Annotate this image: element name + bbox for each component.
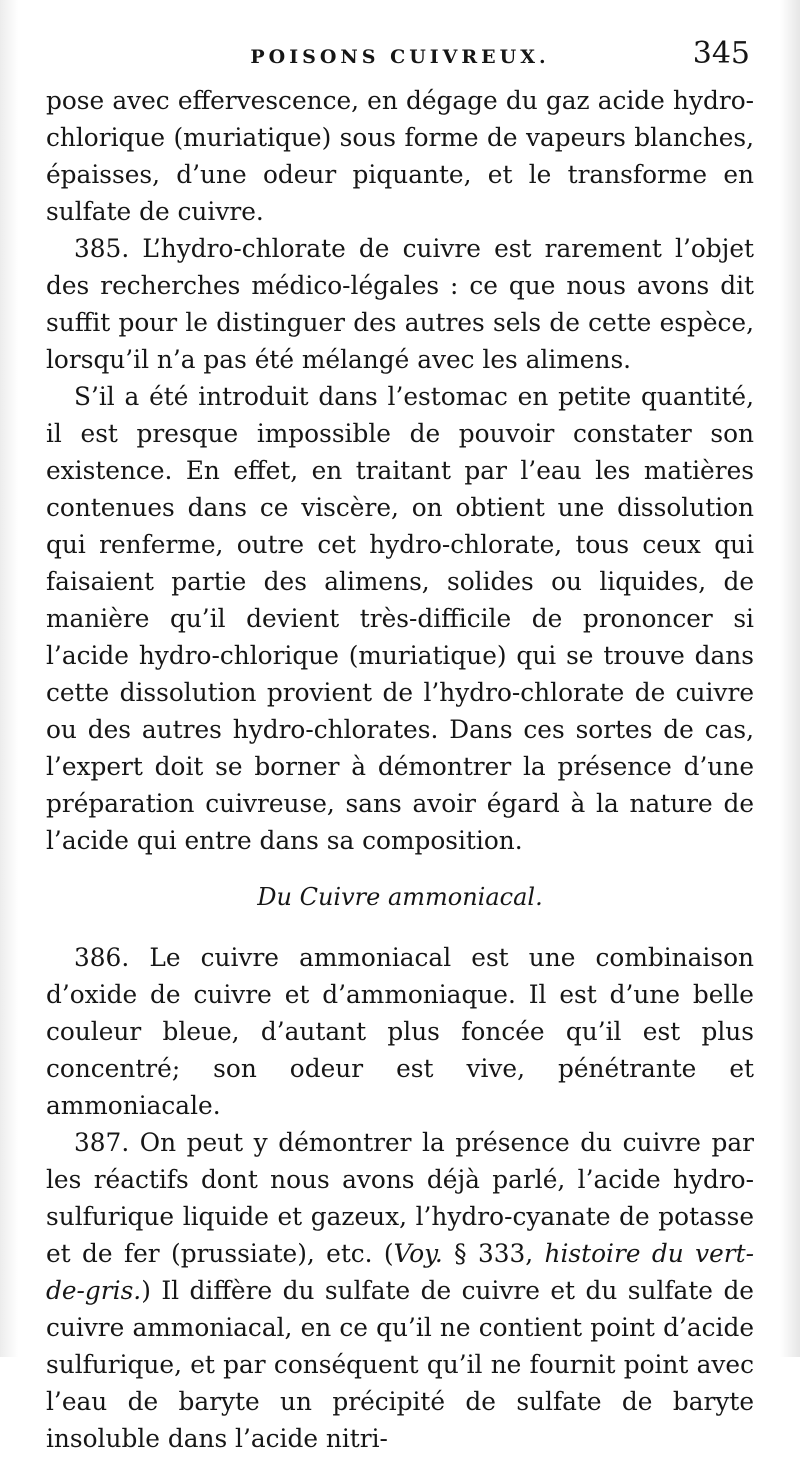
- paragraph-text-continued: ) Il diffère du sulfate de cuivre et du sulfate de cuivre ammoniacal, en ce qu’il ne contient point d’acide sulfurique, et par conséquent qu’il ne fournit point avec l’eau de baryte un précipité de sulfate de baryte insoluble dans l’acide nitri-: [46, 1276, 754, 1453]
- paragraph-text: pose avec effervescence, en dégage du gaz acide hydro-chlorique (muriatique) sous forme de vapeurs blanches, épaisses, d’une odeur piquante, et le transforme en sulfate de cuivre.: [46, 86, 754, 226]
- running-title: POISONS CUIVREUX.: [250, 46, 550, 68]
- paragraph-text: Le cuivre ammoniacal est une combinaison d’oxide de cuivre et d’ammoniaque. Il est d’une belle couleur bleue, d’autant plus foncée qu’il est plus concentré; son odeur est vive, pénétrante et ammoniacale.: [46, 943, 754, 1120]
- reference-abbreviation: Voy.: [393, 1239, 443, 1268]
- running-head: [46, 34, 754, 82]
- paragraph-text: S’il a été introduit dans l’estomac en petite quantité, il est presque impossible de pouvoir constater son existence. En effet, en traitant par l’eau les matières contenues dans ce viscère, on obtient une dissolution qui renferme, outre cet hydro-chlorate, tous ceux qui faisaient partie des alimens, solides ou liquides, de manière qu’il devient très-difficile de prononcer si l’acide hydro-chlorique (muriatique) qui se trouve dans cette dissolution provient de l’hydro-chlorate de cuivre ou des autres hydro-chlorates. Dans ces sortes de cas, l’expert doit se borner à démontrer la présence d’une préparation cuivreuse, sans avoir égard à la nature de l’acide qui entre dans sa composition.: [46, 382, 754, 855]
- paragraph-text: L’hydro-chlorate de cuivre est rarement l’objet des recherches médico-légales : ce que nous avons dit suffit pour le distinguer des autres sels de cette espèce, lorsqu’il n’a pas été mélangé avec les alimens.: [46, 234, 754, 374]
- section-heading: Du Cuivre ammoniacal.: [257, 883, 543, 911]
- reference-section: § 333,: [442, 1239, 545, 1268]
- page-number: 345: [692, 36, 750, 71]
- paragraph-number: 385.: [74, 234, 130, 263]
- paragraph-number: 387.: [74, 1128, 130, 1157]
- paragraph-number: 386.: [74, 943, 130, 972]
- paragraph-387: [46, 1124, 754, 1457]
- paragraph-text: On peut y démontrer la présence du cuivre par les réactifs dont nous avons déjà parlé, l’acide hydro-sulfurique liquide et gazeux, l’hydro-cyanate de potasse et de fer (prussiate), etc. (: [46, 1128, 754, 1268]
- paragraph-stomach: [46, 378, 754, 859]
- paragraph-385: [46, 230, 754, 378]
- reference-title: histoire du vert-de-gris.: [46, 1239, 754, 1305]
- paragraph-continuation: [46, 82, 754, 230]
- text-body: [46, 82, 754, 1457]
- paragraph-386: [46, 939, 754, 1124]
